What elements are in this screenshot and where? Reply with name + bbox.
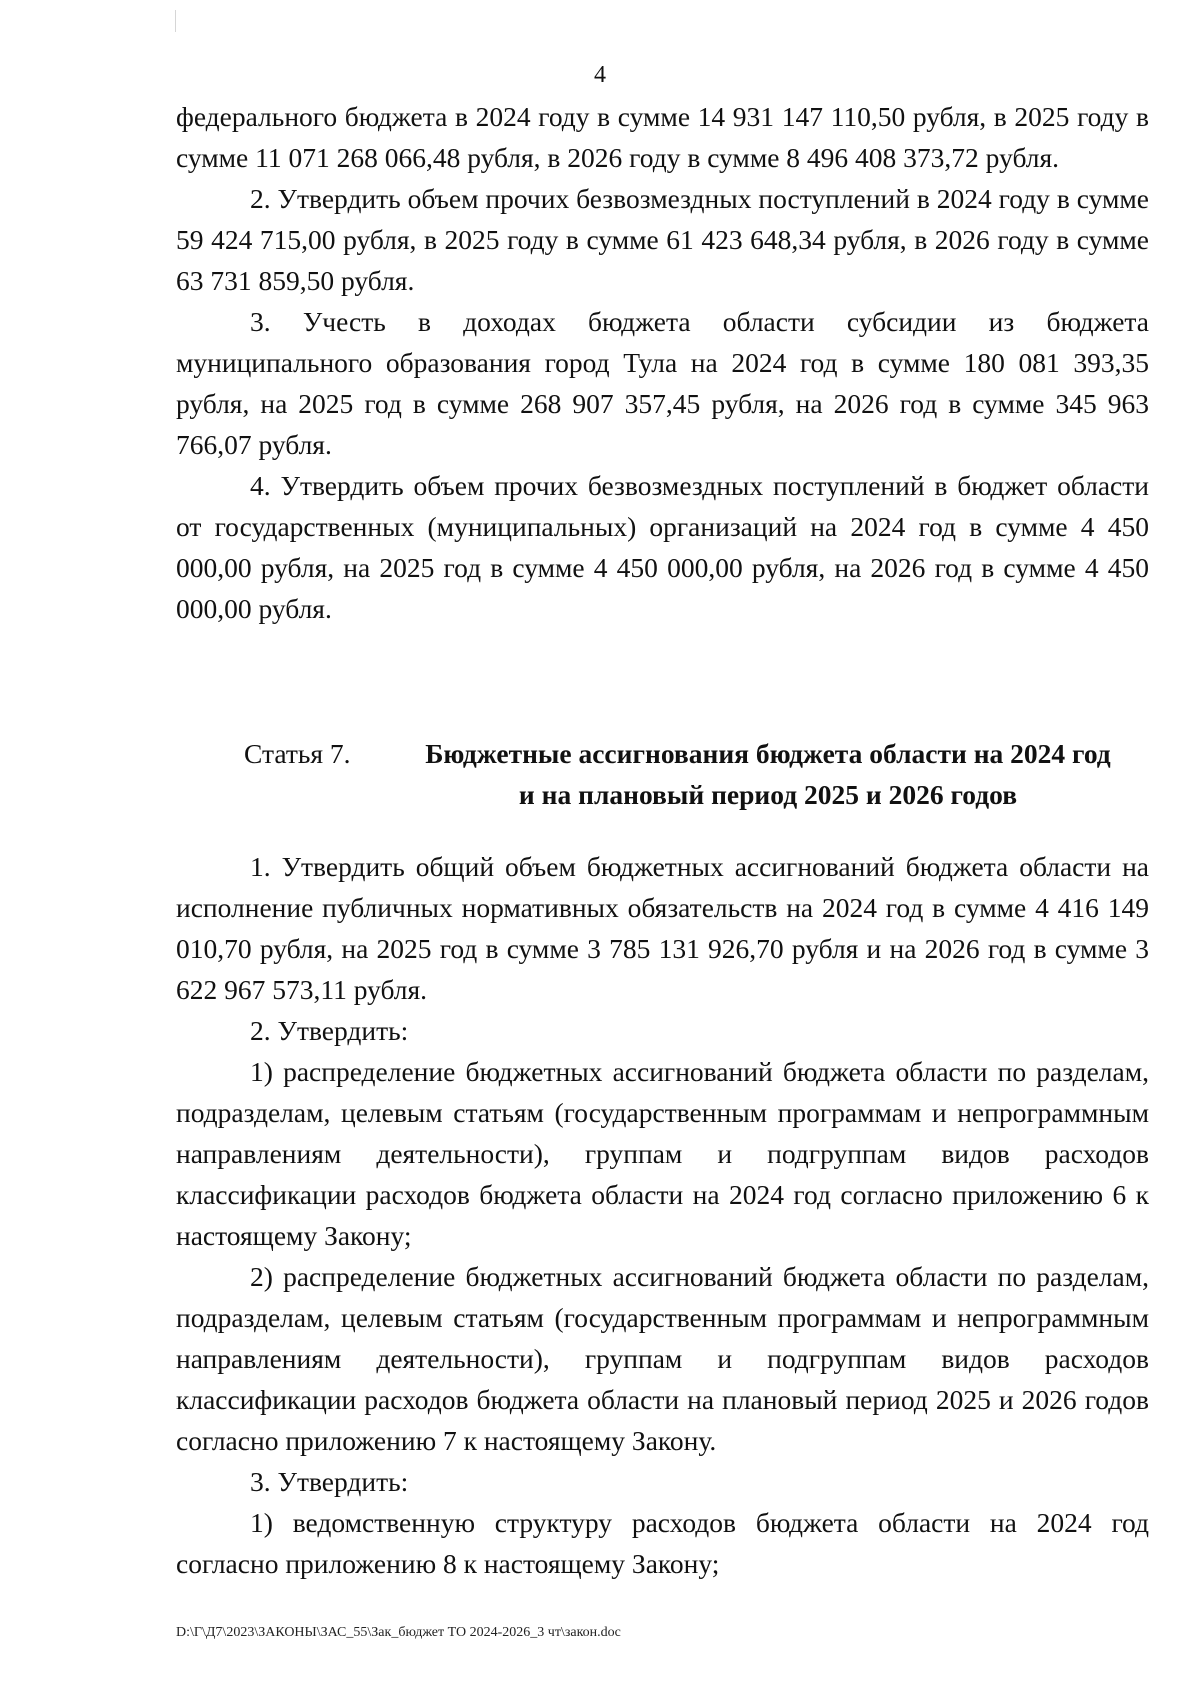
paragraph-item-3: 3. Учесть в доходах бюджета области субсидии из бюджета муниципального образования город Тула на 2024 год в сумме 180 081 393,35 рубля, на 2025 год в сумме 268 907 357,45 рубля, на 2026 год в сумме 345 963 766,07 рубля. [176, 306, 1149, 460]
body-article [176, 846, 1149, 1584]
scan-artifact-line [175, 10, 176, 32]
article-title-line-1: Бюджетные ассигнования бюджета области на 2024 год [425, 738, 1111, 769]
page-number: 4 [594, 62, 606, 88]
article-title-line-2: и на плановый период 2025 и 2026 годов [518, 779, 1018, 810]
body-top [176, 96, 1149, 629]
article-item-2-2: 2) распределение бюджетных ассигнований бюджета области по разделам, подразделам, целевым статьям (государственным программам и непрограммным направлениям деятельности), группам и подгруппам видов расходов классификации расходов бюджета области на плановый период 2025 и 2026 годов согласно приложению 7 к настоящему Закону. [176, 1261, 1149, 1456]
paragraph-item-2: 2. Утвердить объем прочих безвозмездных поступлений в 2024 году в сумме 59 424 715,00 рубля, в 2025 году в сумме 61 423 648,34 рубля, в 2026 году в сумме 63 731 859,50 рубля. [176, 183, 1149, 296]
article-title [388, 733, 1148, 815]
article-label: Статья 7. [244, 738, 351, 769]
footer-file-path: D:\Г\Д7\2023\ЗАКОНЫ\ЗАС_55\Зак_бюджет ТО 2024-2026_3 чт\закон.doc [176, 1625, 621, 1640]
article-item-1: 1. Утвердить общий объем бюджетных ассигнований бюджета области на исполнение публичных нормативных обязательств на 2024 год в сумме 4 416 149 010,70 рубля, на 2025 год в сумме 3 785 131 926,70 рубля и на 2026 год в сумме 3 622 967 573,11 рубля. [176, 851, 1149, 1005]
article-item-2-1: 1) распределение бюджетных ассигнований бюджета области по разделам, подразделам, целевым статьям (государственным программам и непрограммным направлениям деятельности), группам и подгруппам видов расходов классификации расходов бюджета области на 2024 год согласно приложению 6 к настоящему Закону; [176, 1056, 1149, 1251]
article-item-3: 3. Утвердить: [250, 1466, 409, 1497]
paragraph-item-4: 4. Утвердить объем прочих безвозмездных поступлений в бюджет области от государственных (муниципальных) организаций на 2024 год в сумме 4 450 000,00 рубля, на 2025 год в сумме 4 450 000,00 рубля, на 2026 год в сумме 4 450 000,00 рубля. [176, 470, 1149, 624]
article-item-2: 2. Утвердить: [250, 1015, 409, 1046]
article-item-3-1: 1) ведомственную структуру расходов бюджета области на 2024 год согласно приложению 8 к настоящему Закону; [176, 1507, 1149, 1579]
continuation-paragraph: федерального бюджета в 2024 году в сумме 14 931 147 110,50 рубля, в 2025 году в сумме 11 071 268 066,48 рубля, в 2026 году в сумме 8 496 408 373,72 рубля. [176, 101, 1149, 173]
